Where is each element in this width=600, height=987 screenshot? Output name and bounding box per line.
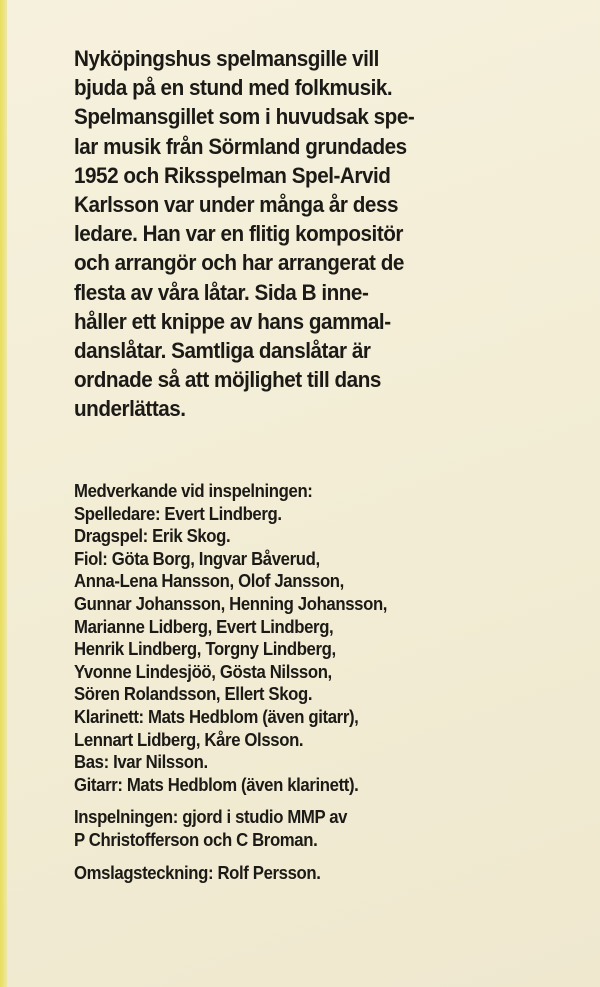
intro-line: underlättas. bbox=[74, 396, 186, 422]
intro-line: Nyköpingshus spelmansgille vill bbox=[74, 46, 379, 71]
credit-line: Yvonne Lindesjöö, Gösta Nilsson, bbox=[74, 661, 332, 682]
recording-credit-line: P Christofferson och C Broman. bbox=[74, 829, 318, 850]
intro-line: flesta av våra låtar. Sida B inne- bbox=[74, 279, 369, 305]
intro-line: danslåtar. Samtliga danslåtar är bbox=[74, 338, 371, 364]
intro-line: 1952 och Riksspelman Spel-Arvid bbox=[74, 162, 391, 188]
credit-line: Bas: Ivar Nilsson. bbox=[74, 752, 208, 773]
credit-line: Lennart Lidberg, Kåre Olsson. bbox=[74, 729, 304, 750]
credit-line: Dragspel: Erik Skog. bbox=[74, 526, 231, 547]
spacer bbox=[74, 852, 520, 862]
credit-line: Marianne Lidberg, Evert Lindberg, bbox=[74, 616, 334, 637]
credit-line: Gunnar Johansson, Henning Johansson, bbox=[74, 593, 388, 614]
spacer bbox=[74, 796, 520, 806]
credit-line: Gitarr: Mats Hedblom (även klarinett). bbox=[74, 774, 359, 795]
intro-line: Spelmansgillet som i huvudsak spe- bbox=[74, 104, 415, 130]
credit-line: Fiol: Göta Borg, Ingvar Båverud, bbox=[74, 548, 320, 569]
intro-line: håller ett knippe av hans gammal- bbox=[74, 308, 391, 334]
intro-line: Karlsson var under många år dess bbox=[74, 192, 399, 218]
intro-line: ordnade så att möjlighet till dans bbox=[74, 367, 381, 393]
cover-art-credit: Omslagsteckning: Rolf Persson. bbox=[74, 862, 321, 883]
credit-line: Anna-Lena Hansson, Olof Jansson, bbox=[74, 571, 344, 592]
credit-line: Sören Rolandsson, Ellert Skog. bbox=[74, 684, 313, 705]
credit-line: Klarinett: Mats Hedblom (även gitarr), bbox=[74, 706, 359, 727]
credits-heading: Medverkande vid inspelningen: bbox=[74, 481, 313, 501]
intro-line: och arrangör och har arrangerat de bbox=[74, 250, 404, 276]
intro-line: ledare. Han var en flitig kompositör bbox=[74, 221, 403, 247]
cassette-edge-strip bbox=[0, 0, 7, 987]
intro-line: lar musik från Sörmland grundades bbox=[74, 133, 407, 159]
credit-line: Henrik Lindberg, Torgny Lindberg, bbox=[74, 639, 336, 660]
intro-text bbox=[74, 44, 516, 424]
credits-section bbox=[74, 480, 520, 884]
credit-line: Spelledare: Evert Lindberg. bbox=[74, 503, 282, 524]
recording-credit-line: Inspelningen: gjord i studio MMP av bbox=[74, 807, 348, 828]
intro-line: bjuda på en stund med folkmusik. bbox=[74, 75, 393, 101]
intro-paragraph bbox=[74, 44, 544, 424]
